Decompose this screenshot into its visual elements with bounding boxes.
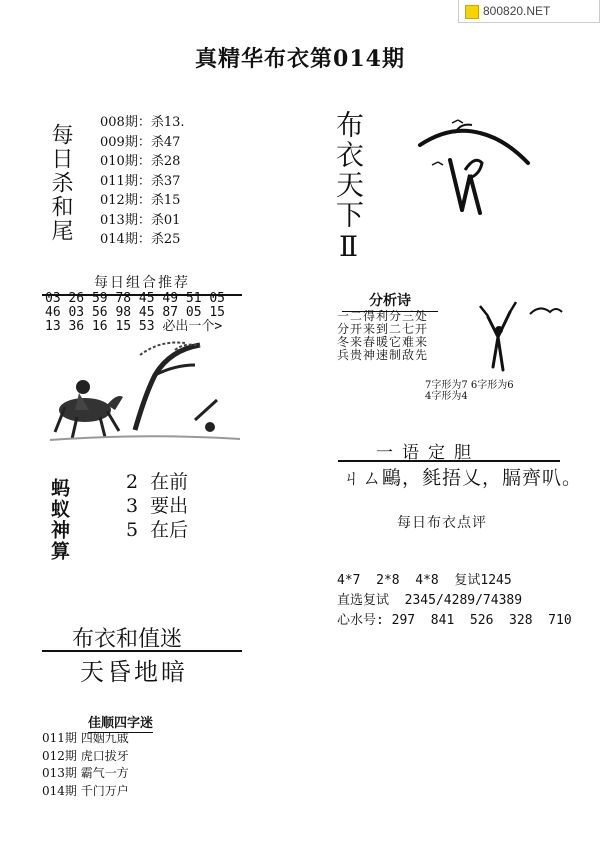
list-item: 冬来春暖它难来 (337, 335, 429, 349)
dancing-figure-sketch-icon (458, 292, 568, 377)
list-item: 一二得利分三处 (337, 309, 429, 323)
daily-kill-label: 每日杀和尾 (48, 123, 73, 243)
list-item: 心水号: 297 841 526 328 710 (337, 613, 572, 628)
list-item: 013期 霸气一方 (42, 766, 129, 780)
watermark-badge (458, 0, 600, 23)
one-phrase-heading: 一语定胆 (376, 443, 480, 463)
divider (338, 460, 560, 462)
list-item: 03 26 59 78 45 49 51 05 (45, 291, 226, 306)
four-char-riddle-heading: 佳顺四字迷 (88, 712, 153, 733)
figure-sketch-icon (410, 115, 540, 225)
one-phrase-text: ㄐㄙ鷗，毵捂乂，膈齊叭。 (342, 467, 583, 489)
list-item: 012期：杀15 (100, 193, 181, 208)
list-item: 014期：杀25 (100, 232, 181, 247)
list-item: 009期：杀47 (100, 134, 181, 150)
list-item: 46 03 56 98 45 87 05 15 (45, 305, 226, 320)
daily-combo-heading: 每日组合推荐 (42, 272, 242, 296)
list-item: 直选复试 2345/4289/74389 (337, 593, 523, 608)
list-item: 008期：杀13. (100, 115, 185, 130)
sum-riddle-answer: 天昏地暗 (80, 658, 188, 686)
sum-riddle-heading: 布衣和值迷 (72, 627, 183, 652)
list-item: 13 36 16 15 53 必出一个> (45, 319, 223, 334)
daily-kill-list (100, 113, 185, 250)
list-item: 2 在前 (126, 471, 189, 493)
list-item: 013期：杀01 (100, 212, 181, 228)
list-item: 分开来到二七开 (337, 322, 429, 336)
horse-rider-illustration-icon (45, 335, 245, 450)
shape-notes (425, 380, 514, 402)
daily-review-list (337, 571, 572, 631)
list-item: 4*7 2*8 4*8 复试1245 (337, 573, 512, 588)
list-item: 3 要出 (126, 495, 189, 517)
ant-calc-list (126, 470, 188, 542)
daily-combo-list (45, 292, 225, 334)
list-item: 4字形为4 (425, 391, 468, 402)
list-item: 7字形为7 6字形为6 (425, 380, 514, 391)
buyi-tianxia-label: 布衣天下Ⅱ (332, 110, 365, 265)
analysis-poem-heading: 分析诗 (342, 290, 438, 312)
list-item: 011期：杀37 (100, 173, 181, 189)
four-char-riddle-list (42, 730, 129, 800)
site-logo-icon (465, 5, 479, 19)
ant-calc-label: 蚂蚁神算 (48, 478, 70, 562)
watermark-text: 800820.NET (483, 4, 551, 18)
page-title: 真精华布衣第014期 (195, 46, 405, 72)
analysis-poem-list (337, 310, 428, 362)
list-item: 014期 千门万户 (42, 783, 129, 798)
list-item: 011期 四姻九戚 (42, 731, 129, 745)
list-item: 012期 虎口拔牙 (42, 748, 129, 763)
list-item: 010期：杀28 (100, 154, 181, 169)
daily-review-heading: 每日布衣点评 (397, 515, 487, 531)
list-item: 兵贵神速制敌先 (337, 348, 429, 362)
list-item: 5 在后 (126, 519, 189, 541)
